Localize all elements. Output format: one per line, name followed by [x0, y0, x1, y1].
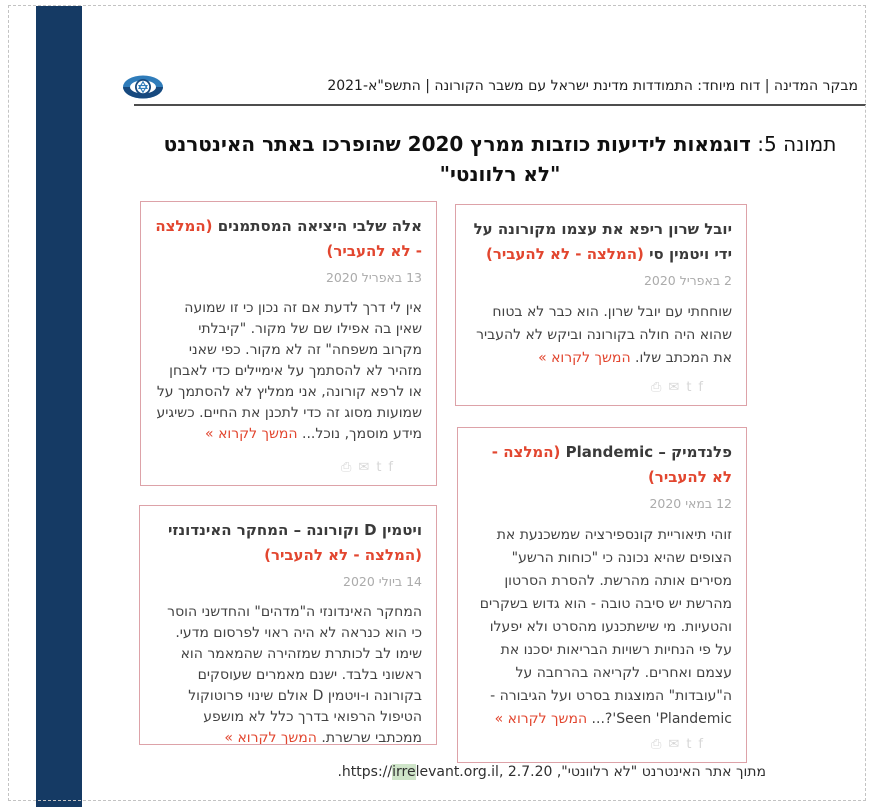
article-title[interactable]: [472, 440, 732, 490]
report-header: מבקר המדינה | דוח מיוחד: התמודדות מדינת ישראל עם משבר הקורונה | התשפ"א-2021: [327, 78, 858, 94]
print-icon[interactable]: ⎙: [651, 737, 669, 752]
url-highlighted-text: irre: [392, 764, 416, 780]
caption-suffix: , 2.7.20.: [337, 764, 553, 780]
read-more-link[interactable]: המשך לקרוא »: [538, 350, 631, 366]
article-date: 2 באפריל 2020: [643, 273, 732, 288]
news-card-yuval-sharon: [455, 204, 747, 406]
article-title-text: פלנדמיק – Plandemic: [560, 443, 732, 461]
state-comptroller-logo-icon: [122, 71, 164, 103]
article-excerpt-text: אין לי דרך לדעת אם זה נכון כי זו שמועה שאין בה אפילו שם של מקור. "קיבלתי מקרוב משפחה" זה לא מקור. כפי שאני מזהיר לא להסתמך על אימיילים כדי לאבחן או לרפא קורונה, אני ממליץ לא להסתמך על שמועות מסוג זה כדי לתכנן את החיים. כשיגיע מידע מוסמך, נוכל...: [156, 300, 422, 442]
print-icon[interactable]: ⎙: [341, 460, 359, 475]
caption-prefix: מתוך אתר האינטרנט "לא רלוונטי",: [552, 764, 766, 780]
article-excerpt: [472, 524, 732, 731]
twitter-icon[interactable]: t: [376, 460, 389, 475]
figure-title-line2: "לא רלוונטי": [439, 162, 561, 186]
facebook-icon[interactable]: f: [388, 460, 400, 475]
read-more-link[interactable]: המשך לקרוא »: [205, 426, 298, 442]
article-title[interactable]: [154, 518, 422, 568]
article-excerpt: [155, 298, 422, 445]
news-card-plandemic: [457, 427, 747, 763]
recommendation-label: (המלצה - לא להעביר): [485, 245, 644, 263]
url-post: levant.org.il: [415, 764, 499, 780]
article-title-text: ויטמין D וקורונה – המחקר האינדונזי: [167, 521, 422, 539]
facebook-icon[interactable]: f: [698, 737, 710, 752]
news-card-exit-stages: [140, 201, 437, 486]
article-date: 12 במאי 2020: [649, 496, 732, 511]
news-card-vitamin-d: [139, 505, 437, 745]
figure-title-line1: דוגמאות לידיעות כוזבות ממרץ 2020 שהופרכו באתר האינטרנט: [163, 132, 751, 156]
read-more-link[interactable]: המשך לקרוא »: [494, 711, 588, 727]
article-excerpt-text: המחקר האינדונזי ה"מדהים" והחדשני הוסר כי הוא כנראה לא היה ראוי לפרסום מדעי. שימו לב לכותרת שמזהירה שהמאמר הוא ראשוני בלבד. ישנם מאמרים שעוסקים בקורונה ו-ויטמין D אולם שינוי פרוטוקול הטיפול הרפואי בדרך כלל לא מושפע ממכתבי שרשרת.: [167, 604, 422, 745]
share-icons-row: [651, 381, 710, 395]
figure-title: [140, 129, 860, 189]
print-icon[interactable]: ⎙: [651, 380, 669, 395]
article-excerpt: [154, 602, 422, 745]
article-excerpt-text: זוהי תיאוריית קונספירציה שמשכנעת את הצופים שהיא נכונה כי "כוחות הרשע" מסירים אותה מהרשת. להסרת הסרטון מהרשת יש סיבה טובה - הוא גדוש בשקרים והטעיות. מי שישתכנעו מהסרט ולא יפעלו על פי הנחיות רשויות הבריאות יסכנו את עצמם ואחרים. לקריאה בהרחבה על ה"עובדות" המוצגות בסרט ועל הגיבורה - Seen 'Plandemic'?...: [479, 527, 732, 727]
source-url[interactable]: [342, 764, 499, 780]
article-excerpt-text: שוחחתי עם יובל שרון. הוא כבר לא בטוח שהוא היה חולה בקורונה וביקש לא להעביר את המכתב שלו.: [476, 304, 732, 366]
article-title[interactable]: [155, 214, 422, 264]
chapter-sidebar: [36, 6, 82, 807]
recommendation-label: (המלצה - לא להעביר): [491, 443, 732, 486]
article-title[interactable]: [470, 217, 732, 267]
twitter-icon[interactable]: t: [686, 380, 699, 395]
email-icon[interactable]: ✉: [668, 380, 687, 395]
share-icons-row: [341, 461, 400, 475]
email-icon[interactable]: ✉: [668, 737, 687, 752]
read-more-link[interactable]: המשך לקרוא »: [224, 730, 317, 745]
recommendation-label: (המלצה - לא להעביר): [155, 217, 422, 260]
article-date: 13 באפריל 2020: [325, 270, 422, 285]
article-date: 14 ביולי 2020: [343, 574, 422, 589]
article-excerpt: [470, 301, 732, 370]
share-icons-row: [651, 738, 710, 752]
recommendation-label: (המלצה - לא להעביר): [264, 546, 422, 564]
url-pre: https://: [341, 764, 393, 780]
article-title-text: אלה שלבי היציאה המסתמנים: [212, 217, 422, 235]
figure-source-caption: [337, 764, 766, 780]
figure-label: תמונה 5:: [750, 132, 837, 156]
email-icon[interactable]: ✉: [358, 460, 377, 475]
twitter-icon[interactable]: t: [686, 737, 699, 752]
header-divider: [134, 104, 866, 106]
facebook-icon[interactable]: f: [698, 380, 710, 395]
article-title-text: יובל שרון ריפא את עצמו מקורונה על ידי ויטמין סי: [473, 220, 732, 263]
